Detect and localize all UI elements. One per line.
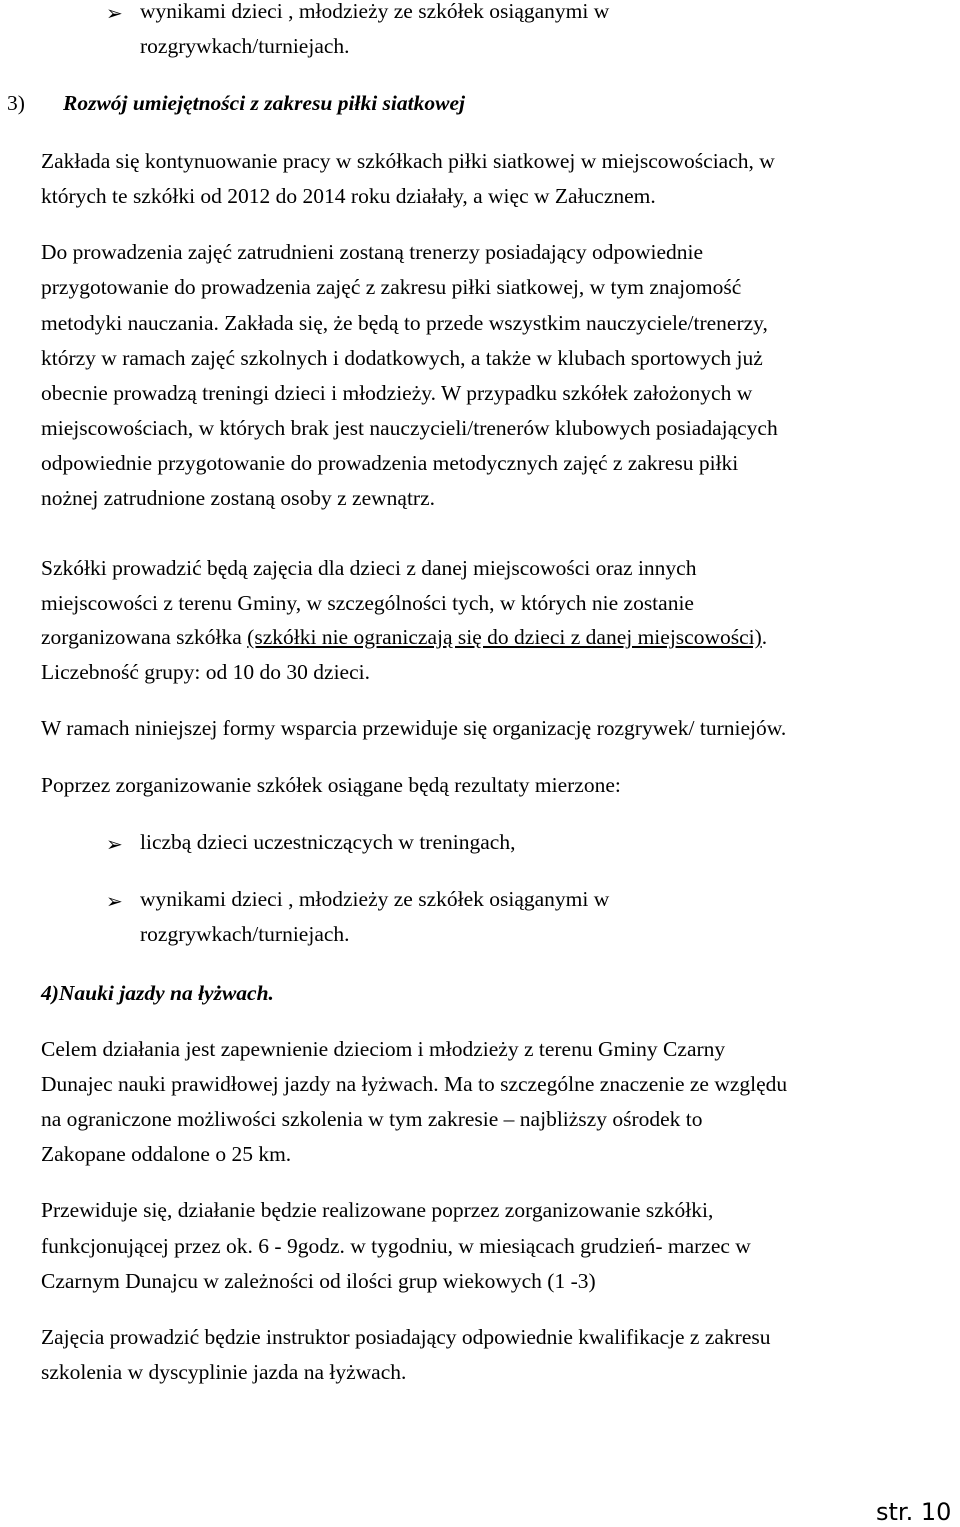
top-bullet-line-2: rozgrywkach/turniejach. xyxy=(140,34,350,58)
section-3-number: 3) xyxy=(7,91,25,115)
bullet-arrow-icon: ➢ xyxy=(106,1,123,25)
s3-p2-line-1: Do prowadzenia zajęć zatrudnieni zostaną trenerzy posiadający odpowiednie xyxy=(41,240,704,264)
s3-bullet-2-line-2: rozgrywkach/turniejach. xyxy=(140,922,350,946)
s3-p4-line-1: W ramach niniejszej formy wsparcia przewiduje się organizację rozgrywek/ turniejów. xyxy=(41,716,787,740)
s4-p3-line-2: szkolenia w dyscyplinie jazda na łyżwach. xyxy=(41,1360,407,1384)
s3-bullet-1-line-1: liczbą dzieci uczestniczących w treningach, xyxy=(140,830,516,854)
s3-p2-line-2: przygotowanie do prowadzenia zajęć z zakresu piłki siatkowej, w tym znajomość xyxy=(41,275,742,299)
s3-bullet-2-line-1: wynikami dzieci , młodzieży ze szkółek osiąganymi w xyxy=(140,887,610,911)
s3-p3-line-3-end: . xyxy=(761,625,768,649)
section-3-title: Rozwój umiejętności z zakresu piłki siatkowej xyxy=(63,91,465,115)
bullet-arrow-icon: ➢ xyxy=(106,832,123,856)
s3-p3-line-3-plain: zorganizowana szkółka xyxy=(41,625,248,649)
s3-p3-underlined-note: (szkółki nie ograniczają się do dzieci z danej miejscowości) xyxy=(247,625,762,649)
s3-p2-line-8: nożnej zatrudnione zostaną osoby z zewnątrz. xyxy=(41,486,436,510)
s3-p2-line-7: odpowiednie przygotowanie do prowadzenia metodycznych zajęć z zakresu piłki xyxy=(41,451,739,475)
section-4-title: 4)Nauki jazdy na łyżwach. xyxy=(41,981,274,1005)
s4-p2-line-1: Przewiduje się, działanie będzie realizowane poprzez zorganizowanie szkółki, xyxy=(41,1198,714,1222)
page-number: str. 10 xyxy=(876,1498,952,1526)
bullet-arrow-icon: ➢ xyxy=(106,889,123,913)
s3-p2-line-3: metodyki nauczania. Zakłada się, że będą to przede wszystkim nauczyciele/trenerzy, xyxy=(41,311,768,335)
s3-p3-line-3 xyxy=(41,627,767,649)
s3-p1-line-2: których te szkółki od 2012 do 2014 roku działały, a więc w Załucznem. xyxy=(41,184,656,208)
s4-p1-line-1: Celem działania jest zapewnienie dzieciom i młodzieży z terenu Gminy Czarny xyxy=(41,1037,726,1061)
s3-p2-line-4: którzy w ramach zajęć szkolnych i dodatkowych, a także w klubach sportowych już xyxy=(41,346,763,370)
s3-p3-line-2: miejscowości z terenu Gminy, w szczególności tych, w których nie zostanie xyxy=(41,591,694,615)
s3-p1-line-1: Zakłada się kontynuowanie pracy w szkółkach piłki siatkowej w miejscowościach, w xyxy=(41,149,775,173)
s3-p5-line-1: Poprzez zorganizowanie szkółek osiągane będą rezultaty mierzone: xyxy=(41,773,621,797)
s3-p3-line-1: Szkółki prowadzić będą zajęcia dla dzieci z danej miejscowości oraz innych xyxy=(41,556,697,580)
s4-p2-line-3: Czarnym Dunajcu w zależności od ilości grup wiekowych (1 -3) xyxy=(41,1269,596,1293)
s4-p1-line-4: Zakopane oddalone o 25 km. xyxy=(41,1142,292,1166)
s4-p2-line-2: funkcjonującej przez ok. 6 - 9godz. w tygodniu, w miesiącach grudzień- marzec w xyxy=(41,1234,751,1258)
s3-p2-line-5: obecnie prowadzą treningi dzieci i młodzieży. W przypadku szkółek założonych w xyxy=(41,381,753,405)
s4-p1-line-2: Dunajec nauki prawidłowej jazdy na łyżwach. Ma to szczególne znaczenie ze względu xyxy=(41,1072,788,1096)
s3-p2-line-6: miejscowościach, w których brak jest nauczycieli/trenerów klubowych posiadających xyxy=(41,416,778,440)
top-bullet-line-1: wynikami dzieci , młodzieży ze szkółek osiąganymi w xyxy=(140,0,610,23)
s3-p3-line-4: Liczebność grupy: od 10 do 30 dzieci. xyxy=(41,660,370,684)
s4-p1-line-3: na ograniczone możliwości szkolenia w tym zakresie – najbliższy ośrodek to xyxy=(41,1107,703,1131)
s4-p3-line-1: Zajęcia prowadzić będzie instruktor posiadający odpowiednie kwalifikacje z zakresu xyxy=(41,1325,771,1349)
